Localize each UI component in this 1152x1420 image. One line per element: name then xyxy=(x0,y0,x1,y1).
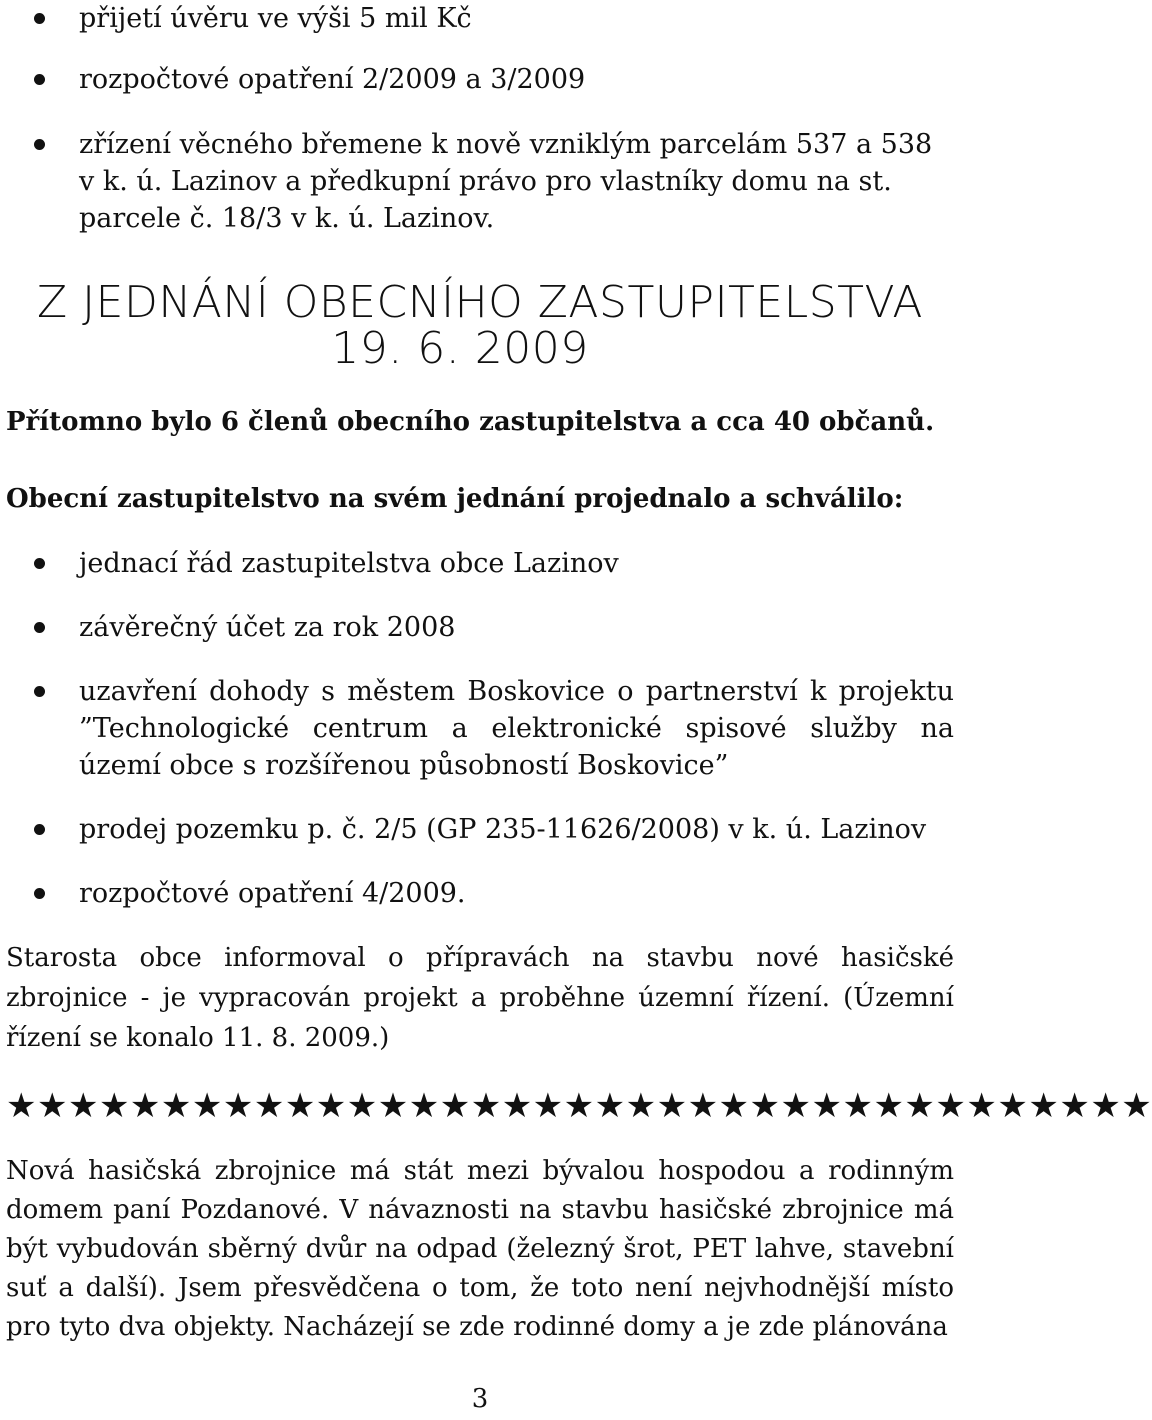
list-item xyxy=(34,609,954,646)
bullet-icon xyxy=(34,686,45,697)
separator-stars: ★★★★★★★★★★★★★★★★★★★★★★★★★★★★★★★★★★★★★ xyxy=(6,1086,1152,1126)
list-item xyxy=(34,545,954,582)
list-item-text: prodej pozemku p. č. 2/5 (GP 235-11626/2008) v k. ú. Lazinov xyxy=(79,814,927,845)
list-item-text: rozpočtové opatření 4/2009. xyxy=(79,878,466,909)
approved-list xyxy=(34,545,954,912)
list-item xyxy=(34,875,954,912)
bullet-icon xyxy=(34,139,45,150)
decisions-list-top xyxy=(34,0,954,237)
attendance-text: Přítomno bylo 6 členů obecního zastupitelstva a cca 40 občanů. xyxy=(6,407,935,437)
bullet-icon xyxy=(34,622,45,633)
list-item xyxy=(34,126,954,237)
bullet-icon xyxy=(34,74,45,85)
list-item xyxy=(34,811,954,848)
list-item xyxy=(34,0,954,37)
section-heading-title: Z JEDNÁNÍ OBECNÍHO ZASTUPITELSTVA xyxy=(37,277,923,328)
mayor-paragraph: Starosta obce informoval o přípravách na stavbu nové hasičské zbrojnice - je vypracován projekt a proběhne územní řízení. (Územní řízení se konalo 11. 8. 2009.) xyxy=(6,943,954,1053)
list-item-text: přijetí úvěru ve výši 5 mil Kč xyxy=(79,3,472,34)
bullet-icon xyxy=(34,824,45,835)
page-number: 3 xyxy=(471,1384,489,1414)
list-item xyxy=(34,673,954,784)
bullet-icon xyxy=(34,558,45,569)
bullet-icon xyxy=(34,888,45,899)
list-item-text: jednací řád zastupitelstva obce Lazinov xyxy=(79,548,619,579)
bullet-icon xyxy=(34,13,45,24)
approved-intro: Obecní zastupitelstvo na svém jednání projednalo a schválilo: xyxy=(6,484,904,514)
section-heading-date xyxy=(0,322,960,376)
opinion-paragraph: Nová hasičská zbrojnice má stát mezi bývalou hospodou a rodinným domem paní Pozdanové. V návaznosti na stavbu hasičské zbrojnice má být vybudován sběrný dvůr na odpad (železný šrot, PET lahve, stavební suť a další). Jsem přesvědčena o tom, že toto není nejvhodnější místo pro tyto dva objekty. Nacházejí se zde rodinné domy a je zde plánována xyxy=(6,1156,954,1342)
list-item-text: rozpočtové opatření 2/2009 a 3/2009 xyxy=(79,64,586,95)
list-item-text: zřízení věcného břemene k nově vzniklým parcelám 537 a 538 v k. ú. Lazinov a předkupní právo pro vlastníky domu na st. parcele č. 18/3 v k. ú. Lazinov. xyxy=(79,129,933,234)
meeting-date: 19. 6. 2009 xyxy=(331,323,589,374)
list-item xyxy=(34,61,954,98)
list-item-text: závěrečný účet za rok 2008 xyxy=(79,612,456,643)
list-item-text: uzavření dohody s městem Boskovice o partnerství k projektu ”Technologické centrum a elektronické spisové služby na území obce s rozšířenou působností Boskovice” xyxy=(79,676,954,781)
